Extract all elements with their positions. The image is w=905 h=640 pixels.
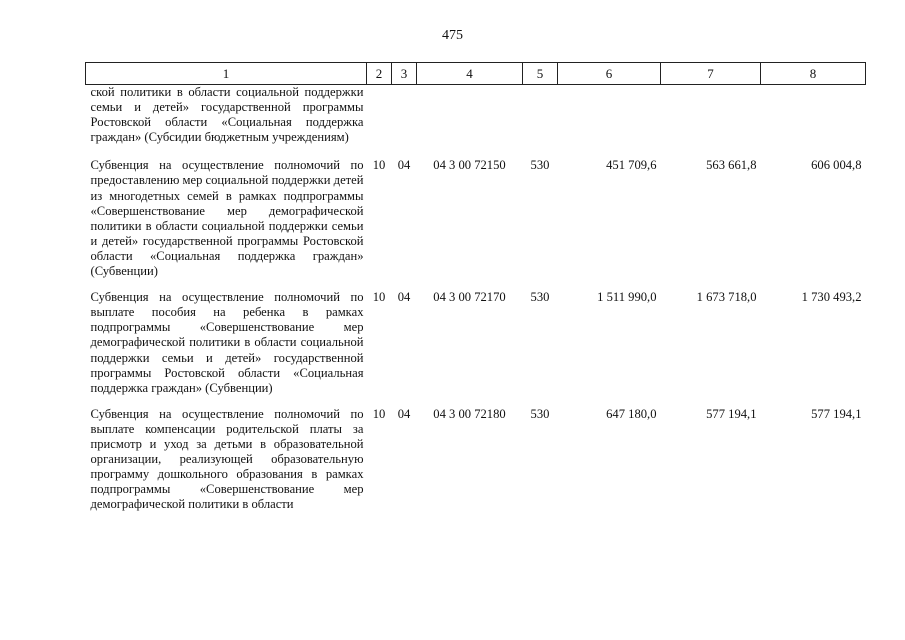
header-col-7: 7 [661,63,761,85]
row-section: 10 [372,406,386,421]
row-amount-year-1 [558,85,661,159]
row-amount-year-1: 451 709,6 [606,158,657,173]
row-expense-type: 530 [530,290,550,305]
budget-table [85,62,866,512]
row-amount-year-3: 1 730 493,2 [801,290,862,305]
row-subsection [392,85,417,159]
row-description: ской политики в области социальной поддержки семьи и детей» государственной программы Ростовской области «Социальная поддержка граждан» (Субсидии бюджетным учреждениям) [90,85,364,145]
row-subsection: 04 [397,158,411,173]
row-target-article [417,85,523,159]
table-row [86,85,866,159]
table-row [86,290,866,407]
header-col-8: 8 [761,63,866,85]
header-col-3: 3 [392,63,417,85]
page-number: 475 [442,28,463,43]
header-col-6: 6 [558,63,661,85]
row-description: Субвенция на осуществление полномочий по выплате пособия на ребенка в рамках подпрограммы «Совершенствование мер демографической политики в области социальной поддержки семьи и детей» государственной программы Ростовской области «Социальная поддержка граждан» (Субвенции) [90,290,364,395]
table-row [86,407,866,513]
header-col-4: 4 [417,63,523,85]
header-col-5: 5 [523,63,558,85]
row-expense-type: 530 [530,158,550,173]
row-expense-type: 530 [530,406,550,421]
row-amount-year-2: 577 194,1 [706,406,757,421]
row-target-article: 04 3 00 72150 [433,158,506,173]
row-description: Субвенция на осуществление полномочий по предоставлению мер социальной поддержки детей из многодетных семей в рамках подпрограммы «Совершенствование мер демографической политики в области социальной поддержки семьи и детей» государственной программы Ростовской области «Социальная поддержка граждан» (Субвенции) [90,158,364,279]
row-amount-year-2: 563 661,8 [706,158,757,173]
row-subsection: 04 [397,406,411,421]
row-amount-year-2 [661,85,761,159]
table-body [86,85,866,513]
row-amount-year-3 [761,85,866,159]
header-col-1: 1 [86,63,367,85]
row-section: 10 [372,158,386,173]
header-col-2: 2 [367,63,392,85]
row-expense-type [523,85,558,159]
row-amount-year-1: 647 180,0 [606,406,657,421]
row-section: 10 [372,290,386,305]
row-amount-year-3: 577 194,1 [811,406,862,421]
table-header [86,63,866,85]
row-amount-year-3: 606 004,8 [811,158,862,173]
row-section [367,85,392,159]
row-description: Субвенция на осуществление полномочий по выплате компенсации родительской платы за присмотр и уход за детьми в образовательной организации, реализующей образовательную программу дошкольного образования в рамках подпрограммы «Совершенствование мер демографической политики в области [90,406,364,512]
row-amount-year-2: 1 673 718,0 [696,290,757,305]
table-row [86,158,866,290]
row-target-article: 04 3 00 72180 [433,406,506,421]
header-row [86,63,866,85]
row-target-article: 04 3 00 72170 [433,290,506,305]
row-subsection: 04 [397,290,411,305]
row-amount-year-1: 1 511 990,0 [597,290,657,305]
